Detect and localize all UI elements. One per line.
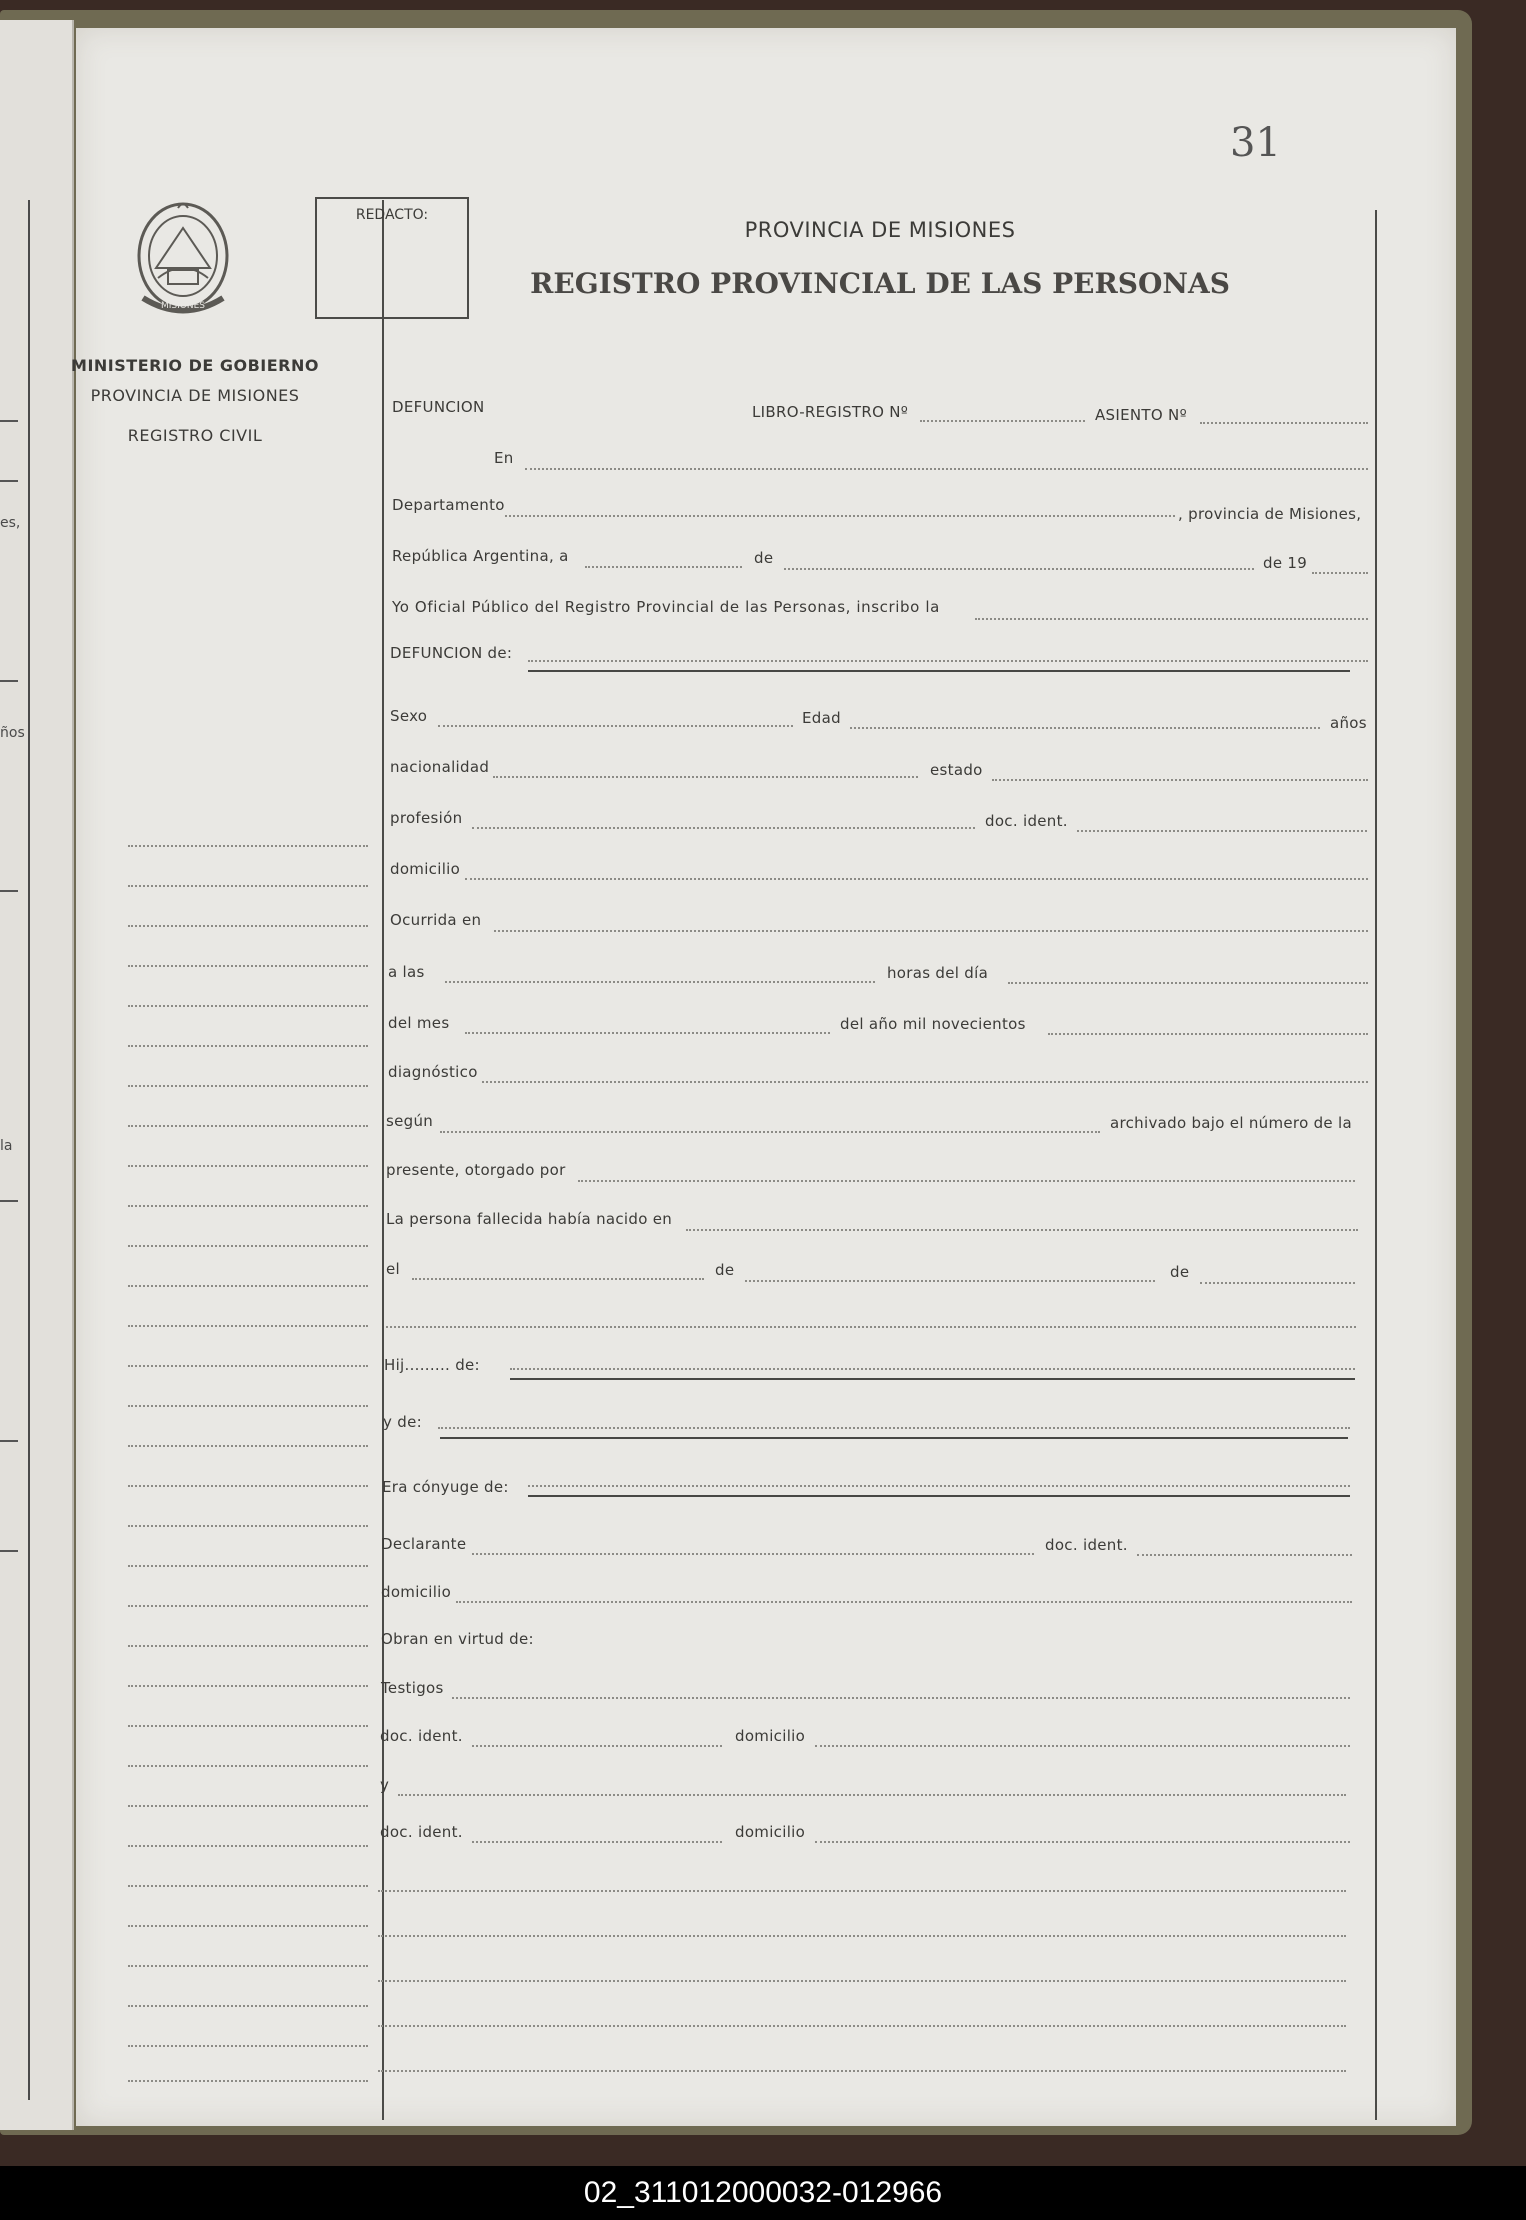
redacto-box xyxy=(315,197,469,319)
ministry-heading: MINISTERIO DE GOBIERNO xyxy=(71,356,319,375)
previous-page-fragment: es, xyxy=(0,515,21,531)
previous-page-mark xyxy=(0,480,18,482)
domicilio-label: domicilio xyxy=(735,1823,806,1841)
dia-fallecimiento-field[interactable] xyxy=(1008,982,1368,984)
previous-page-mark xyxy=(0,420,18,422)
testigo1-domicilio-field[interactable] xyxy=(815,1745,1350,1747)
diagnostico-label: diagnóstico xyxy=(388,1063,478,1081)
departamento-label: Departamento xyxy=(392,496,505,514)
testigos-field[interactable] xyxy=(452,1697,1350,1699)
segun-label: según xyxy=(386,1112,434,1130)
testigo2-field[interactable] xyxy=(398,1794,1346,1796)
domicilio-label: domicilio xyxy=(735,1727,806,1745)
mes-field[interactable] xyxy=(784,568,1254,570)
previous-page-mark xyxy=(0,1440,18,1442)
republica-label: República Argentina, a xyxy=(392,547,569,565)
doc-ident-label: doc. ident. xyxy=(380,1727,463,1745)
declarante-field[interactable] xyxy=(472,1553,1034,1555)
de-19-label: de 19 xyxy=(1263,554,1308,572)
sexo-field[interactable] xyxy=(438,725,793,727)
difunto-field[interactable] xyxy=(528,660,1368,662)
padre-field[interactable] xyxy=(510,1368,1355,1370)
coat-of-arms-seal-icon xyxy=(128,198,238,318)
madre-underline xyxy=(440,1437,1348,1439)
edad-field[interactable] xyxy=(850,727,1320,729)
yo-oficial-text: Yo Oficial Público del Registro Provincial de las Personas, inscribo la xyxy=(392,598,940,616)
previous-page-mark xyxy=(0,890,18,892)
testigos-label: Testigos xyxy=(381,1679,444,1697)
dia-field[interactable] xyxy=(585,566,742,568)
profesion-field[interactable] xyxy=(472,827,975,829)
domicilio-label: domicilio xyxy=(390,860,461,878)
del-mes-field[interactable] xyxy=(465,1032,830,1034)
otorgado-por-field[interactable] xyxy=(578,1180,1355,1182)
defuncion-label: DEFUNCION xyxy=(392,398,485,416)
doc-ident-label: doc. ident. xyxy=(1045,1536,1128,1554)
form-right-border xyxy=(1375,210,1377,2120)
nacionalidad-field[interactable] xyxy=(493,776,918,778)
extra-line[interactable] xyxy=(386,1326,1356,1328)
del-mes-label: del mes xyxy=(388,1014,450,1032)
horas-del-dia-label: horas del día xyxy=(887,964,989,982)
footer-strip xyxy=(0,2166,1526,2220)
archivado-text: archivado bajo el número de la xyxy=(1110,1114,1352,1132)
previous-page-rule xyxy=(28,200,30,2100)
en-label: En xyxy=(494,449,514,467)
seal-lettering: MISIONES xyxy=(160,301,206,311)
ocurrida-en-label: Ocurrida en xyxy=(390,911,482,929)
footer-reference: 02_311012000032-012966 xyxy=(583,2176,943,2209)
doc-ident-label: doc. ident. xyxy=(380,1823,463,1841)
declarante-label: Declarante xyxy=(381,1535,467,1553)
title-registry: REGISTRO PROVINCIAL DE LAS PERSONAS xyxy=(530,267,1230,300)
previous-page-fragment: la xyxy=(0,1138,13,1154)
declarante-doc-field[interactable] xyxy=(1137,1554,1352,1556)
en-field[interactable] xyxy=(525,468,1368,470)
previous-page-edge xyxy=(0,20,74,2130)
conyuge-label: Era cónyuge de: xyxy=(382,1478,509,1496)
nacido-en-label: La persona fallecida había nacido en xyxy=(386,1210,673,1228)
estado-field[interactable] xyxy=(992,779,1368,781)
edad-label: Edad xyxy=(802,709,841,727)
asiento-field[interactable] xyxy=(1200,422,1368,424)
previous-page-mark xyxy=(0,1550,18,1552)
previous-page-fragment: ños xyxy=(0,725,25,741)
domicilio-field[interactable] xyxy=(465,878,1368,880)
del-ano-label: del año mil novecientos xyxy=(840,1015,1026,1033)
y-label: y xyxy=(380,1776,390,1794)
anos-label: años xyxy=(1330,714,1367,732)
ano-field[interactable] xyxy=(1312,572,1368,574)
defuncion-de-label: DEFUNCION de: xyxy=(390,644,513,662)
province-heading: PROVINCIA DE MISIONES xyxy=(90,386,300,405)
el-label: el xyxy=(386,1260,400,1278)
del-ano-field[interactable] xyxy=(1048,1033,1368,1035)
redacto-label: REDACTO: xyxy=(355,207,429,223)
nacimiento-ano-field[interactable] xyxy=(1200,1282,1355,1284)
civil-registry-heading: REGISTRO CIVIL xyxy=(127,426,263,445)
nacimiento-dia-field[interactable] xyxy=(412,1278,704,1280)
libro-registro-label: LIBRO-REGISTRO Nº xyxy=(752,403,909,421)
a-las-field[interactable] xyxy=(445,981,875,983)
hijo-de-label: Hij......... de: xyxy=(384,1356,480,1374)
doc-ident-field[interactable] xyxy=(1077,830,1367,832)
nacido-en-field[interactable] xyxy=(686,1229,1358,1231)
nacimiento-mes-field[interactable] xyxy=(745,1280,1155,1282)
y-de-label: y de: xyxy=(383,1413,422,1431)
sexo-label: Sexo xyxy=(390,707,428,725)
estado-label: estado xyxy=(930,761,983,779)
profesion-label: profesión xyxy=(390,809,463,827)
libro-registro-field[interactable] xyxy=(920,420,1085,422)
difunto-underline xyxy=(528,670,1350,672)
obran-label: Obran en virtud de: xyxy=(381,1630,534,1648)
page-number: 31 xyxy=(1230,120,1281,166)
testigo2-doc-field[interactable] xyxy=(472,1841,722,1843)
conyuge-field[interactable] xyxy=(528,1485,1350,1487)
departamento-field[interactable] xyxy=(505,515,1175,517)
testigo2-domicilio-field[interactable] xyxy=(815,1841,1350,1843)
segun-field[interactable] xyxy=(440,1131,1100,1133)
testigo1-doc-field[interactable] xyxy=(472,1745,722,1747)
previous-page-mark xyxy=(0,1200,18,1202)
form-page xyxy=(76,28,1456,2126)
asiento-label: ASIENTO Nº xyxy=(1095,406,1187,424)
conyuge-underline xyxy=(528,1495,1350,1497)
madre-field[interactable] xyxy=(438,1427,1350,1429)
de-label: de xyxy=(1170,1263,1190,1281)
a-las-label: a las xyxy=(388,963,425,981)
inscribo-field[interactable] xyxy=(975,618,1368,620)
title-province: PROVINCIA DE MISIONES xyxy=(744,218,1016,242)
de-label: de xyxy=(715,1261,735,1279)
nacionalidad-label: nacionalidad xyxy=(390,758,490,776)
domicilio-label: domicilio xyxy=(381,1583,452,1601)
diagnostico-field[interactable] xyxy=(482,1081,1368,1083)
provincia-misiones-text: , provincia de Misiones, xyxy=(1178,505,1362,523)
presente-label: presente, otorgado por xyxy=(386,1161,566,1179)
padre-underline xyxy=(510,1378,1355,1380)
de-label: de xyxy=(754,549,774,567)
declarante-domicilio-field[interactable] xyxy=(456,1601,1352,1603)
doc-ident-label: doc. ident. xyxy=(985,812,1068,830)
previous-page-mark xyxy=(0,680,18,682)
ocurrida-en-field[interactable] xyxy=(494,930,1368,932)
